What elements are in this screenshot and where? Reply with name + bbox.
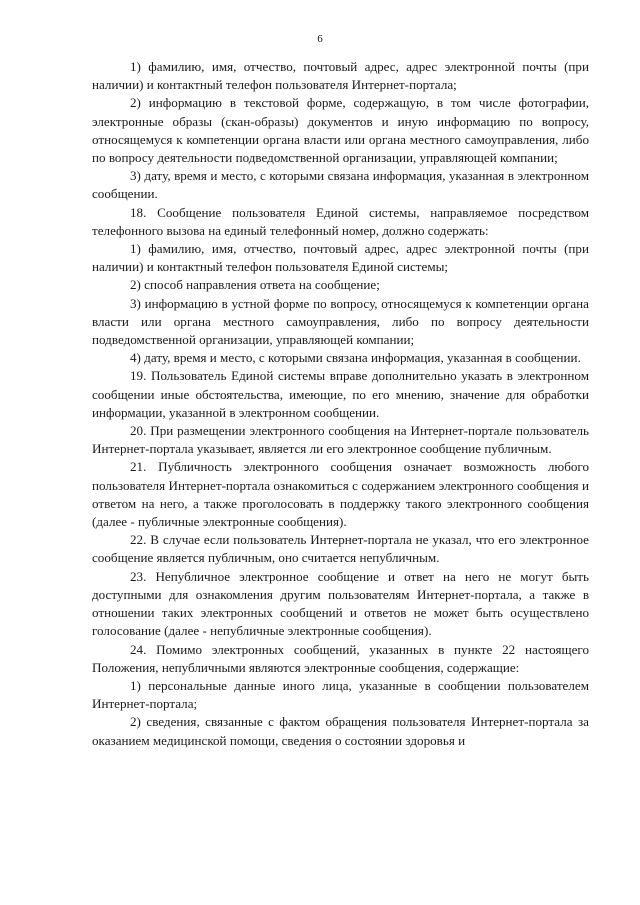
paragraph-21: 21. Публичность электронного сообщения означает возможность любого пользователя Интернет-портала ознакомиться с содержанием электронного сообщения и ответом на него, а также проголосовать в поддержку такого электронного сообщения (далее - публичные электронные сообщения). <box>92 459 589 530</box>
paragraph-24: 24. Помимо электронных сообщений, указанных в пункте 22 настоящего Положения, непубличными являются электронные сообщения, содержащие: <box>92 641 589 675</box>
paragraph-18-2: 2) способ направления ответа на сообщение; <box>130 277 380 293</box>
paragraph-24-1: 1) персональные данные иного лица, указанные в сообщении пользователем Интернет-портала; <box>92 677 589 712</box>
paragraph-1-2: 2) информацию в текстовой форме, содержащую, в том числе фотографии, электронные образы (скан-образы) документов и иную информацию по вопросу, относящемуся к компетенции органа власти или органа местного самоуправления, либо по вопросу деятельности подведомственной организации, управляющей компании; <box>92 95 589 166</box>
paragraph-18: 18. Сообщение пользователя Единой системы, направляемое посредством телефонного вызова на единый телефонный номер, должно содержать: <box>92 204 589 238</box>
paragraph-19: 19. Пользователь Единой системы вправе дополнительно указать в электронном сообщении иные обстоятельства, имеющие, по его мнению, значение для обработки информации, указанной в электронном сообщении. <box>92 368 589 420</box>
paragraph-1-1: 1) фамилию, имя, отчество, почтовый адрес, адрес электронной почты (при наличии) и контактный телефон пользователя Интернет-портала; <box>92 59 589 93</box>
document-body <box>92 58 589 750</box>
paragraph-20: 20. При размещении электронного сообщения на Интернет-портале пользователь Интернет-портала указывает, является ли его электронное сообщение публичным. <box>92 423 589 457</box>
paragraph-24-2: 2) сведения, связанные с фактом обращения пользователя Интернет-портала за оказанием медицинской помощи, сведения о состоянии здоровья и <box>92 714 589 748</box>
paragraph-18-3: 3) информацию в устной форме по вопросу, относящемуся к компетенции органа власти или органа местного самоуправления, либо по вопросу деятельности подведомственной организации, управляющей компании; <box>92 295 589 348</box>
paragraph-18-4: 4) дату, время и место, с которыми связана информация, указанная в сообщении. <box>130 350 581 366</box>
paragraph-22: 22. В случае если пользователь Интернет-портала не указал, что его электронное сообщение является публичным, оно считается непубличным. <box>92 532 589 566</box>
paragraph-1-3: 3) дату, время и место, с которыми связана информация, указанная в электронном сообщении. <box>92 168 589 202</box>
paragraph-18-1: 1) фамилию, имя, отчество, почтовый адрес, адрес электронной почты (при наличии) и контактный телефон пользователя Единой системы; <box>92 241 589 275</box>
page-number: 6 <box>317 33 323 45</box>
paragraph-23: 23. Непубличное электронное сообщение и ответ на него не могут быть доступными для ознакомления другим пользователям Интернет-портала, а также в отношении таких электронных сообщений и ответов не может быть осуществлено голосование (далее - непубличные электронные сообщения). <box>92 568 589 639</box>
